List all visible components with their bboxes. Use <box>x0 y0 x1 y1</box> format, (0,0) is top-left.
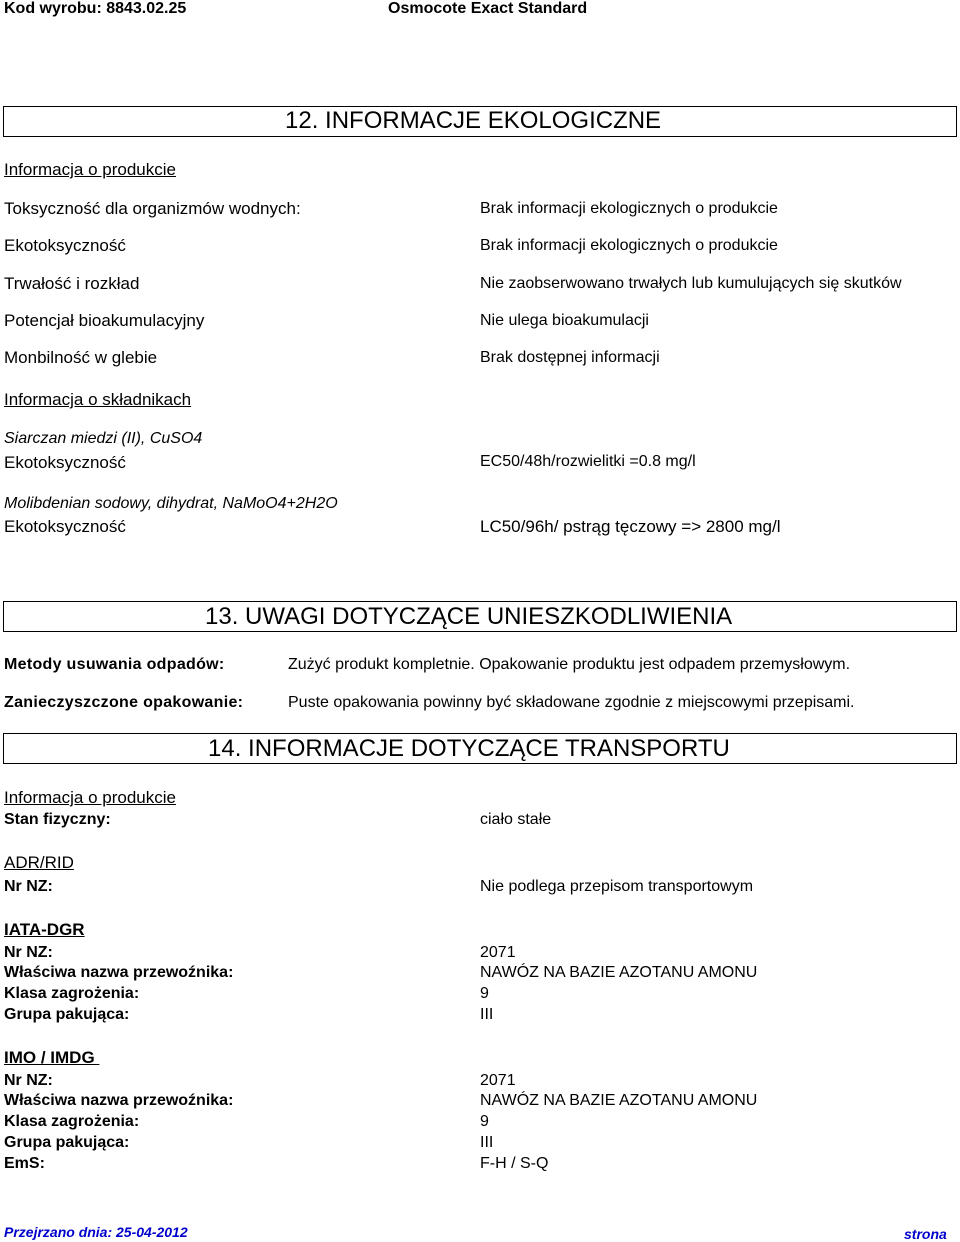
imo-ems-value: F-H / S-Q <box>480 1155 549 1172</box>
iata-packing-group-label: Grupa pakująca: <box>4 1006 130 1023</box>
adr-nr-label: Nr NZ: <box>4 878 53 895</box>
iata-shipping-name-value: NAWÓZ NA BAZIE AZOTANU AMONU <box>480 964 758 981</box>
imo-heading: IMO / IMDG <box>4 1048 100 1067</box>
iata-packing-group-value: III <box>480 1006 494 1023</box>
iata-class-label: Klasa zagrożenia: <box>4 985 140 1002</box>
transport-product-info-heading: Informacja o produkcie <box>4 788 176 807</box>
imo-shipping-name-value: NAWÓZ NA BAZIE AZOTANU AMONU <box>480 1092 758 1109</box>
imo-class-label: Klasa zagrożenia: <box>4 1113 140 1130</box>
adr-heading: ADR/RID <box>4 853 74 872</box>
row-value-toxicity: Brak informacji ekologicznych o produkcie <box>480 200 778 217</box>
revision-date: Przejrzano dnia: 25-04-2012 <box>4 1224 188 1240</box>
row-value-persistence: Nie zaobserwowano trwałych lub kumulujących się skutków <box>480 275 902 292</box>
row-label-persistence: Trwałość i rozkład <box>4 274 140 293</box>
product-code: Kod wyrobu: 8843.02.25 <box>4 0 187 17</box>
section12-title: 12. INFORMACJE EKOLOGICZNE <box>285 107 662 134</box>
iata-nr-value: 2071 <box>480 944 516 961</box>
component-value-cuso4: EC50/48h/rozwielitki =0.8 mg/l <box>480 453 696 470</box>
contaminated-packaging-label: Zanieczyszczone opakowanie: <box>4 694 244 711</box>
physical-state-label: Stan fizyczny: <box>4 811 111 828</box>
iata-nr-label: Nr NZ: <box>4 944 53 961</box>
iata-class-value: 9 <box>480 985 489 1002</box>
row-label-ecotoxicity: Ekotoksyczność <box>4 236 126 255</box>
imo-nr-label: Nr NZ: <box>4 1072 53 1089</box>
contaminated-packaging-value: Puste opakowania powinny być składowane zgodnie z miejscowymi przepisami. <box>288 694 855 711</box>
page-label: strona <box>904 1226 947 1242</box>
component-label-cuso4: Ekotoksyczność <box>4 453 126 472</box>
imo-shipping-name-label: Właściwa nazwa przewoźnika: <box>4 1092 234 1109</box>
imo-packing-group-value: III <box>480 1134 494 1151</box>
component-label-namoo4: Ekotoksyczność <box>4 517 126 536</box>
component-name-namoo4: Molibdenian sodowy, dihydrat, NaMoO4+2H2O <box>4 495 338 512</box>
imo-class-value: 9 <box>480 1113 489 1130</box>
physical-state-value: ciało stałe <box>480 811 552 828</box>
row-label-mobility: Monbilność w glebie <box>4 348 158 367</box>
product-name: Osmocote Exact Standard <box>388 0 588 17</box>
components-heading: Informacja o składnikach <box>4 390 192 409</box>
iata-shipping-name-label: Właściwa nazwa przewoźnika: <box>4 964 234 981</box>
row-value-mobility: Brak dostępnej informacji <box>480 349 660 366</box>
iata-heading: IATA-DGR <box>4 920 85 939</box>
component-value-namoo4: LC50/96h/ pstrąg tęczowy => 2800 mg/l <box>480 517 781 536</box>
waste-methods-label: Metody usuwania odpadów: <box>4 656 225 673</box>
row-label-bioaccumulation: Potencjał bioakumulacyjny <box>4 311 205 330</box>
row-value-ecotoxicity: Brak informacji ekologicznych o produkcie <box>480 237 778 254</box>
imo-packing-group-label: Grupa pakująca: <box>4 1134 130 1151</box>
imo-ems-label: EmS: <box>4 1155 45 1172</box>
section13-title: 13. UWAGI DOTYCZĄCE UNIESZKODLIWIENIA <box>205 603 733 630</box>
adr-nr-value: Nie podlega przepisom transportowym <box>480 878 754 895</box>
row-label-toxicity: Toksyczność dla organizmów wodnych: <box>4 199 301 218</box>
row-value-bioaccumulation: Nie ulega bioakumulacji <box>480 312 649 329</box>
waste-methods-value: Zużyć produkt kompletnie. Opakowanie produktu jest odpadem przemysłowym. <box>288 656 851 673</box>
product-info-heading: Informacja o produkcie <box>4 160 176 179</box>
section14-title: 14. INFORMACJE DOTYCZĄCE TRANSPORTU <box>208 735 730 762</box>
component-name-cuso4: Siarczan miedzi (II), CuSO4 <box>4 430 203 447</box>
imo-nr-value: 2071 <box>480 1072 516 1089</box>
